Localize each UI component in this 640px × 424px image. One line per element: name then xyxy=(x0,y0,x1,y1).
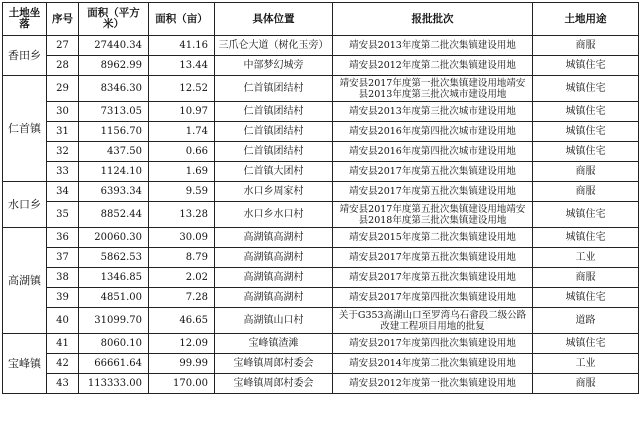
cell-approval-batch: 靖安县2017年度第五批次集镇建设用地 xyxy=(333,182,533,202)
cell-land-location: 香田乡 xyxy=(3,36,47,76)
table-row xyxy=(3,162,639,182)
cell-serial-number: 32 xyxy=(47,142,79,162)
table-row xyxy=(3,354,639,374)
cell-approval-batch: 靖安县2014年度第二批次集镇建设用地 xyxy=(333,354,533,374)
cell-specific-location: 高湖镇高湖村 xyxy=(215,288,333,308)
cell-area-mu: 10.97 xyxy=(149,102,215,122)
cell-area-mu: 170.00 xyxy=(149,374,215,394)
cell-land-use: 城镇住宅 xyxy=(533,122,639,142)
cell-serial-number: 39 xyxy=(47,288,79,308)
cell-area-sqm: 8962.99 xyxy=(79,56,149,76)
cell-area-mu: 7.28 xyxy=(149,288,215,308)
table-row xyxy=(3,334,639,354)
cell-area-sqm: 113333.00 xyxy=(79,374,149,394)
cell-area-mu: 8.79 xyxy=(149,248,215,268)
cell-land-use: 城镇住宅 xyxy=(533,334,639,354)
cell-area-sqm: 27440.34 xyxy=(79,36,149,56)
land-parcel-table xyxy=(2,2,639,394)
cell-area-sqm: 437.50 xyxy=(79,142,149,162)
cell-approval-batch: 关于G353高湖山口至罗湾乌石畲段二级公路改建工程项目用地的批复 xyxy=(333,308,533,334)
cell-serial-number: 31 xyxy=(47,122,79,142)
cell-land-use: 城镇住宅 xyxy=(533,56,639,76)
header-land-use: 土地用途 xyxy=(533,3,639,36)
table-row xyxy=(3,56,639,76)
header-approval-batch: 报批批次 xyxy=(333,3,533,36)
cell-land-use: 道路 xyxy=(533,308,639,334)
cell-approval-batch: 靖安县2012年度第一批次集镇建设用地 xyxy=(333,374,533,394)
cell-area-sqm: 1346.85 xyxy=(79,268,149,288)
cell-serial-number: 33 xyxy=(47,162,79,182)
cell-approval-batch: 靖安县2017年度第五批次集镇建设用地靖安县2018年度第三批次集镇建设用地 xyxy=(333,202,533,228)
cell-land-use: 城镇住宅 xyxy=(533,142,639,162)
cell-area-mu: 99.99 xyxy=(149,354,215,374)
cell-serial-number: 43 xyxy=(47,374,79,394)
cell-approval-batch: 靖安县2017年度第四批次集镇建设用地 xyxy=(333,334,533,354)
cell-specific-location: 仁首镇团结村 xyxy=(215,122,333,142)
cell-area-sqm: 66661.64 xyxy=(79,354,149,374)
cell-approval-batch: 靖安县2015年度第二批次集镇建设用地 xyxy=(333,228,533,248)
cell-area-sqm: 8852.44 xyxy=(79,202,149,228)
cell-specific-location: 高湖镇高湖村 xyxy=(215,268,333,288)
cell-area-mu: 0.66 xyxy=(149,142,215,162)
cell-specific-location: 仁首镇团结村 xyxy=(215,76,333,102)
header-area-mu: 面积（亩） xyxy=(149,3,215,36)
table-row xyxy=(3,288,639,308)
table-row xyxy=(3,268,639,288)
cell-land-use: 商服 xyxy=(533,162,639,182)
cell-area-mu: 12.09 xyxy=(149,334,215,354)
cell-serial-number: 38 xyxy=(47,268,79,288)
cell-area-sqm: 31099.70 xyxy=(79,308,149,334)
cell-approval-batch: 靖安县2013年度第二批次集镇建设用地 xyxy=(333,36,533,56)
table-row xyxy=(3,308,639,334)
cell-serial-number: 36 xyxy=(47,228,79,248)
header-specific-location: 具体位置 xyxy=(215,3,333,36)
table-row xyxy=(3,122,639,142)
table-row xyxy=(3,248,639,268)
cell-land-use: 商服 xyxy=(533,36,639,56)
cell-specific-location: 高湖镇高湖村 xyxy=(215,248,333,268)
table-row xyxy=(3,76,639,102)
cell-land-use: 城镇住宅 xyxy=(533,288,639,308)
cell-specific-location: 水口乡水口村 xyxy=(215,202,333,228)
cell-land-use: 城镇住宅 xyxy=(533,102,639,122)
cell-area-mu: 41.16 xyxy=(149,36,215,56)
cell-area-sqm: 20060.30 xyxy=(79,228,149,248)
cell-specific-location: 仁首镇团结村 xyxy=(215,102,333,122)
cell-specific-location: 宝峰镇周郎村委会 xyxy=(215,354,333,374)
cell-area-sqm: 6393.34 xyxy=(79,182,149,202)
cell-land-location: 宝峰镇 xyxy=(3,334,47,394)
table-row xyxy=(3,102,639,122)
cell-specific-location: 仁首镇团结村 xyxy=(215,142,333,162)
table-row xyxy=(3,142,639,162)
cell-land-location: 水口乡 xyxy=(3,182,47,228)
cell-specific-location: 仁首镇大团村 xyxy=(215,162,333,182)
cell-approval-batch: 靖安县2012年度第二批次集镇建设用地 xyxy=(333,56,533,76)
cell-specific-location: 宝峰镇渣滩 xyxy=(215,334,333,354)
cell-approval-batch: 靖安县2016年度第四批次城市建设用地 xyxy=(333,122,533,142)
table-row xyxy=(3,182,639,202)
cell-area-sqm: 1156.70 xyxy=(79,122,149,142)
header-land-location: 土地坐落 xyxy=(3,3,47,36)
cell-area-sqm: 8060.10 xyxy=(79,334,149,354)
cell-land-use: 商服 xyxy=(533,182,639,202)
cell-area-mu: 1.69 xyxy=(149,162,215,182)
cell-serial-number: 30 xyxy=(47,102,79,122)
cell-area-mu: 9.59 xyxy=(149,182,215,202)
table-row xyxy=(3,202,639,228)
cell-specific-location: 高湖镇山口村 xyxy=(215,308,333,334)
cell-land-use: 商服 xyxy=(533,268,639,288)
cell-approval-batch: 靖安县2017年度第四批次集镇建设用地 xyxy=(333,288,533,308)
cell-land-location: 仁首镇 xyxy=(3,76,47,182)
cell-serial-number: 28 xyxy=(47,56,79,76)
cell-land-use: 工业 xyxy=(533,248,639,268)
cell-area-mu: 46.65 xyxy=(149,308,215,334)
cell-approval-batch: 靖安县2017年度第一批次集镇建设用地靖安县2013年度第三批次城市建设用地 xyxy=(333,76,533,102)
cell-land-location: 高湖镇 xyxy=(3,228,47,334)
header-area-sqm: 面积（平方米） xyxy=(79,3,149,36)
cell-land-use: 工业 xyxy=(533,354,639,374)
cell-area-sqm: 7313.05 xyxy=(79,102,149,122)
cell-area-mu: 13.44 xyxy=(149,56,215,76)
cell-area-sqm: 1124.10 xyxy=(79,162,149,182)
cell-specific-location: 宝峰镇周郎村委会 xyxy=(215,374,333,394)
cell-land-use: 商服 xyxy=(533,374,639,394)
cell-land-use: 城镇住宅 xyxy=(533,228,639,248)
cell-area-sqm: 4851.00 xyxy=(79,288,149,308)
table-header-row xyxy=(3,3,639,36)
cell-serial-number: 35 xyxy=(47,202,79,228)
cell-area-mu: 12.52 xyxy=(149,76,215,102)
cell-approval-batch: 靖安县2017年度第五批次集镇建设用地 xyxy=(333,248,533,268)
cell-serial-number: 40 xyxy=(47,308,79,334)
cell-area-sqm: 8346.30 xyxy=(79,76,149,102)
cell-approval-batch: 靖安县2017年度第五批次集镇建设用地 xyxy=(333,162,533,182)
cell-land-use: 城镇住宅 xyxy=(533,202,639,228)
cell-serial-number: 37 xyxy=(47,248,79,268)
cell-approval-batch: 靖安县2013年度第三批次城市建设用地 xyxy=(333,102,533,122)
cell-specific-location: 高湖镇高湖村 xyxy=(215,228,333,248)
cell-area-mu: 1.74 xyxy=(149,122,215,142)
cell-approval-batch: 靖安县2017年度第五批次集镇建设用地 xyxy=(333,268,533,288)
cell-area-mu: 30.09 xyxy=(149,228,215,248)
cell-serial-number: 42 xyxy=(47,354,79,374)
cell-specific-location: 中部梦幻城旁 xyxy=(215,56,333,76)
cell-serial-number: 34 xyxy=(47,182,79,202)
cell-land-use: 城镇住宅 xyxy=(533,76,639,102)
cell-area-sqm: 5862.53 xyxy=(79,248,149,268)
table-row xyxy=(3,36,639,56)
cell-specific-location: 三爪仑大道（树化玉旁） xyxy=(215,36,333,56)
table-body xyxy=(3,36,639,394)
table-row xyxy=(3,228,639,248)
cell-approval-batch: 靖安县2016年度第四批次城市建设用地 xyxy=(333,142,533,162)
header-serial-number: 序号 xyxy=(47,3,79,36)
cell-serial-number: 27 xyxy=(47,36,79,56)
cell-specific-location: 水口乡周家村 xyxy=(215,182,333,202)
cell-serial-number: 41 xyxy=(47,334,79,354)
cell-serial-number: 29 xyxy=(47,76,79,102)
cell-area-mu: 2.02 xyxy=(149,268,215,288)
table-row xyxy=(3,374,639,394)
cell-area-mu: 13.28 xyxy=(149,202,215,228)
